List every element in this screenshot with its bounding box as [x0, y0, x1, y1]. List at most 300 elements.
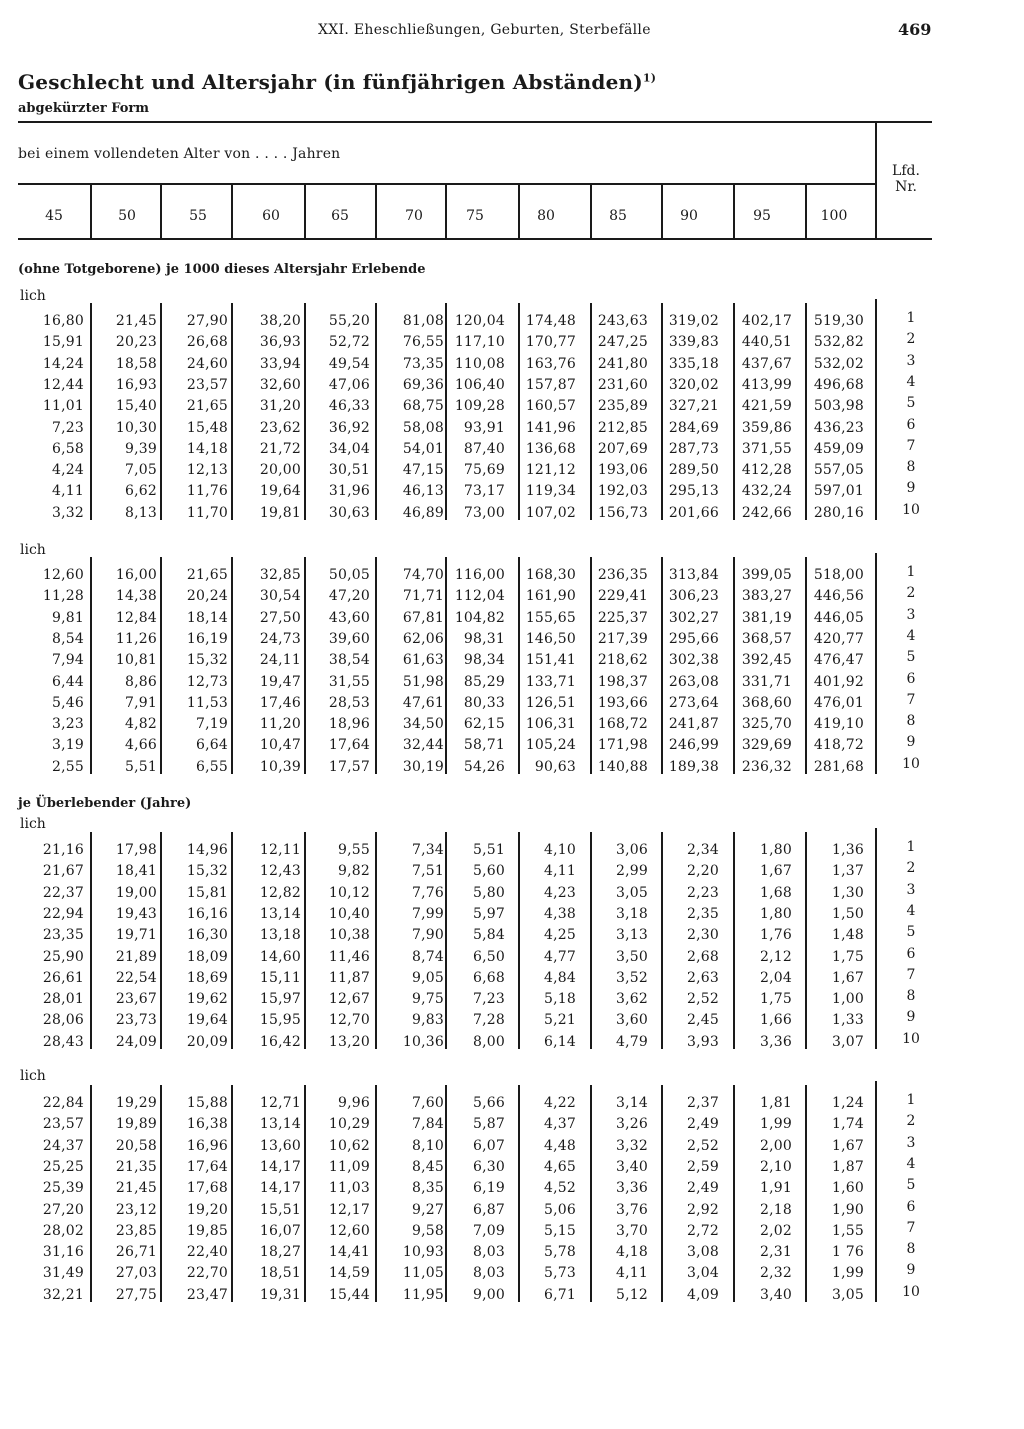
table-cell: 295,13: [668, 483, 719, 500]
table-cell: 14,24: [42, 355, 84, 372]
table-cell: 11,95: [402, 1286, 444, 1303]
table-cell: 24,11: [259, 652, 301, 669]
table-cell: 201,66: [668, 504, 719, 521]
table-cell: 19,71: [115, 927, 157, 944]
table-cell: 7,84: [412, 1116, 444, 1133]
table-cell: 2,20: [687, 863, 719, 880]
table-cell: 7,23: [473, 991, 505, 1008]
row-number: 5: [906, 649, 916, 666]
table-cell: 18,58: [115, 355, 157, 372]
table-cell: 3,07: [832, 1033, 864, 1050]
table-cell: 31,16: [42, 1244, 84, 1261]
table-cell: 47,20: [328, 588, 370, 605]
table-cell: 24,60: [186, 355, 228, 372]
table-cell: 9,00: [473, 1286, 505, 1303]
table-cell: 12,60: [328, 1222, 370, 1239]
age-col-60: 60: [262, 208, 280, 224]
table-cell: 8,03: [473, 1265, 505, 1282]
table-row: [0, 1263, 1024, 1284]
table-cell: 3,05: [832, 1286, 864, 1303]
table-cell: 6,87: [473, 1201, 505, 1218]
table-cell: 22,70: [186, 1265, 228, 1282]
table-cell: 241,80: [597, 355, 648, 372]
table-cell: 156,73: [597, 504, 648, 521]
table-cell: 151,41: [525, 652, 576, 669]
table-cell: 28,53: [328, 694, 370, 711]
row-number: 10: [902, 1030, 920, 1047]
head-col-divider: [805, 184, 807, 238]
table-cell: 10,81: [115, 652, 157, 669]
table-cell: 27,20: [42, 1201, 84, 1218]
table-cell: 2,23: [687, 884, 719, 901]
head-col-divider: [375, 184, 377, 238]
table-cell: 26,71: [115, 1244, 157, 1261]
table-cell: 5,78: [544, 1244, 576, 1261]
table-cell: 2,55: [52, 758, 84, 775]
table-cell: 71,71: [402, 588, 444, 605]
table-cell: 1,50: [832, 905, 864, 922]
table-cell: 2,12: [760, 948, 792, 965]
table-cell: 67,81: [402, 609, 444, 626]
table-cell: 7,90: [412, 927, 444, 944]
group-label: lich: [20, 288, 46, 304]
table-cell: 23,85: [115, 1222, 157, 1239]
row-number: 6: [906, 1198, 916, 1215]
table-cell: 21,65: [186, 567, 228, 583]
table-row: [0, 1093, 1024, 1114]
row-number: 5: [906, 924, 916, 941]
table-cell: 36,93: [259, 334, 301, 351]
table-cell: 30,19: [402, 758, 444, 775]
head-bottom-rule: [18, 238, 932, 240]
table-cell: 1,75: [760, 991, 792, 1008]
table-cell: 13,18: [259, 927, 301, 944]
table-cell: 7,94: [52, 652, 84, 669]
table-cell: 106,40: [454, 376, 505, 393]
table-cell: 20,24: [186, 588, 228, 605]
table-cell: 1,48: [832, 927, 864, 944]
table-cell: 5,18: [544, 991, 576, 1008]
table-cell: 1,80: [760, 905, 792, 922]
table-cell: 1,87: [832, 1158, 864, 1175]
table-cell: 22,84: [42, 1095, 84, 1111]
table-cell: 287,73: [668, 440, 719, 457]
table-cell: 54,26: [463, 758, 505, 775]
table-cell: 7,28: [473, 1012, 505, 1029]
table-cell: 284,69: [668, 419, 719, 436]
table-cell: 62,15: [463, 716, 505, 733]
row-number: 4: [906, 373, 916, 390]
running-head: XXI. Eheschließungen, Geburten, Sterbefälle: [318, 22, 651, 38]
table-row: [0, 947, 1024, 968]
table-cell: 140,88: [597, 758, 648, 775]
page-number: 469: [898, 20, 932, 39]
table-cell: 9,39: [125, 440, 157, 457]
row-number: 5: [906, 395, 916, 412]
table-cell: 5,97: [473, 905, 505, 922]
table-cell: 34,50: [402, 716, 444, 733]
table-cell: 168,72: [597, 716, 648, 733]
table-cell: 11,53: [186, 694, 228, 711]
table-cell: 1,55: [832, 1222, 864, 1239]
table-cell: 11,46: [328, 948, 370, 965]
table-cell: 503,98: [813, 398, 864, 415]
table-cell: 3,04: [687, 1265, 719, 1282]
table-cell: 8,10: [412, 1137, 444, 1154]
table-cell: 446,05: [813, 609, 864, 626]
table-cell: 7,99: [412, 905, 444, 922]
table-cell: 2,59: [687, 1158, 719, 1175]
table-cell: 1,76: [760, 927, 792, 944]
table-cell: 496,68: [813, 376, 864, 393]
table-cell: 12,82: [259, 884, 301, 901]
table-cell: 15,97: [259, 991, 301, 1008]
table-cell: 320,02: [668, 376, 719, 393]
table-row: [0, 1221, 1024, 1242]
table-cell: 20,00: [259, 462, 301, 479]
table-cell: 10,29: [328, 1116, 370, 1133]
table-cell: 3,08: [687, 1244, 719, 1261]
table-cell: 106,31: [525, 716, 576, 733]
table-cell: 22,40: [186, 1244, 228, 1261]
table-cell: 10,12: [328, 884, 370, 901]
table-cell: 19,43: [115, 905, 157, 922]
table-cell: 12,11: [259, 842, 301, 858]
table-cell: 476,01: [813, 694, 864, 711]
table-cell: 335,18: [668, 355, 719, 372]
table-cell: 112,04: [454, 588, 505, 605]
row-number: 9: [906, 480, 916, 497]
table-cell: 236,32: [741, 758, 792, 775]
table-cell: 17,46: [259, 694, 301, 711]
table-cell: 20,09: [186, 1033, 228, 1050]
table-cell: 1,24: [832, 1095, 864, 1111]
table-cell: 36,92: [328, 419, 370, 436]
table-cell: 9,55: [338, 842, 370, 858]
table-cell: 4,09: [687, 1286, 719, 1303]
table-cell: 9,83: [412, 1012, 444, 1029]
table-cell: 1,60: [832, 1180, 864, 1197]
table-cell: 9,82: [338, 863, 370, 880]
table-cell: 3,36: [616, 1180, 648, 1197]
table-cell: 19,62: [186, 991, 228, 1008]
table-cell: 15,81: [186, 884, 228, 901]
table-cell: 207,69: [597, 440, 648, 457]
table-row: [0, 439, 1024, 460]
table-cell: 10,47: [259, 737, 301, 754]
table-cell: 1,90: [832, 1201, 864, 1218]
table-cell: 19,89: [115, 1116, 157, 1133]
table-cell: 329,69: [741, 737, 792, 754]
table-cell: 23,12: [115, 1201, 157, 1218]
table-cell: 15,40: [115, 398, 157, 415]
table-cell: 1,81: [760, 1095, 792, 1111]
table-cell: 4,79: [616, 1033, 648, 1050]
table-cell: 231,60: [597, 376, 648, 393]
table-cell: 18,96: [328, 716, 370, 733]
table-cell: 46,33: [328, 398, 370, 415]
table-cell: 295,66: [668, 630, 719, 647]
row-number: 4: [906, 627, 916, 644]
table-cell: 105,24: [525, 737, 576, 754]
table-cell: 85,29: [463, 673, 505, 690]
table-row: [0, 481, 1024, 502]
table-cell: 23,35: [42, 927, 84, 944]
table-cell: 32,21: [42, 1286, 84, 1303]
table-cell: 18,69: [186, 969, 228, 986]
table-cell: 24,09: [115, 1033, 157, 1050]
table-cell: 4,11: [544, 863, 576, 880]
table-cell: 302,27: [668, 609, 719, 626]
table-cell: 18,51: [259, 1265, 301, 1282]
table-cell: 25,39: [42, 1180, 84, 1197]
table-cell: 1,99: [760, 1116, 792, 1133]
table-cell: 21,45: [115, 313, 157, 329]
age-col-85: 85: [609, 208, 627, 224]
table-cell: 98,31: [463, 630, 505, 647]
table-cell: 3,18: [616, 905, 648, 922]
table-cell: 3,52: [616, 969, 648, 986]
lfd-divider: [875, 122, 877, 238]
table-row: [0, 1178, 1024, 1199]
table-cell: 8,13: [125, 504, 157, 521]
table-cell: 20,58: [115, 1137, 157, 1154]
table-cell: 28,01: [42, 991, 84, 1008]
table-cell: 3,40: [616, 1158, 648, 1175]
row-number: 3: [906, 1134, 916, 1151]
table-cell: 218,62: [597, 652, 648, 669]
table-row: [0, 650, 1024, 671]
table-cell: 69,36: [402, 376, 444, 393]
table-cell: 2,72: [687, 1222, 719, 1239]
table-cell: 11,03: [328, 1180, 370, 1197]
table-cell: 4,22: [544, 1095, 576, 1111]
table-cell: 75,69: [463, 462, 505, 479]
head-col-divider: [518, 184, 520, 238]
head-col-divider: [90, 184, 92, 238]
table-cell: 47,15: [402, 462, 444, 479]
table-cell: 8,45: [412, 1158, 444, 1175]
table-cell: 30,51: [328, 462, 370, 479]
table-cell: 58,08: [402, 419, 444, 436]
table-cell: 421,59: [741, 398, 792, 415]
row-number: 4: [906, 902, 916, 919]
table-cell: 161,90: [525, 588, 576, 605]
age-col-65: 65: [331, 208, 349, 224]
row-number: 9: [906, 1009, 916, 1026]
table-row: [0, 735, 1024, 756]
table-cell: 2,35: [687, 905, 719, 922]
table-cell: 1,66: [760, 1012, 792, 1029]
table-cell: 1,00: [832, 991, 864, 1008]
table-cell: 4,66: [125, 737, 157, 754]
table-cell: 31,55: [328, 673, 370, 690]
age-col-80: 80: [537, 208, 555, 224]
table-cell: 12,60: [42, 567, 84, 583]
table-cell: 20,23: [115, 334, 157, 351]
table-cell: 5,51: [473, 842, 505, 858]
table-cell: 3,06: [616, 842, 648, 858]
row-number: 7: [906, 966, 916, 983]
table-cell: 3,50: [616, 948, 648, 965]
table-row: [0, 586, 1024, 607]
table-cell: 6,07: [473, 1137, 505, 1154]
table-row: [0, 608, 1024, 629]
table-cell: 12,44: [42, 376, 84, 393]
head-col-divider: [231, 184, 233, 238]
table-cell: 33,94: [259, 355, 301, 372]
table-cell: 24,73: [259, 630, 301, 647]
table-cell: 17,98: [115, 842, 157, 858]
table-cell: 73,17: [463, 483, 505, 500]
head-col-divider: [445, 184, 447, 238]
table-cell: 87,40: [463, 440, 505, 457]
table-cell: 2,63: [687, 969, 719, 986]
table-cell: 2,92: [687, 1201, 719, 1218]
table-cell: 3,26: [616, 1116, 648, 1133]
table-cell: 459,09: [813, 440, 864, 457]
table-cell: 1,74: [832, 1116, 864, 1133]
table-cell: 1,33: [832, 1012, 864, 1029]
table-cell: 437,67: [741, 355, 792, 372]
table-row: [0, 460, 1024, 481]
table-cell: 4,11: [616, 1265, 648, 1282]
table-row: [0, 883, 1024, 904]
table-cell: 28,43: [42, 1033, 84, 1050]
table-cell: 193,66: [597, 694, 648, 711]
table-cell: 47,06: [328, 376, 370, 393]
table-cell: 7,60: [412, 1095, 444, 1111]
table-row: [0, 375, 1024, 396]
table-cell: 4,38: [544, 905, 576, 922]
table-cell: 12,17: [328, 1201, 370, 1218]
table-cell: 413,99: [741, 376, 792, 393]
table-cell: 7,05: [125, 462, 157, 479]
table-cell: 4,65: [544, 1158, 576, 1175]
table-cell: 383,27: [741, 588, 792, 605]
table-cell: 189,38: [668, 758, 719, 775]
table-cell: 1,80: [760, 842, 792, 858]
table-cell: 157,87: [525, 376, 576, 393]
table-cell: 518,00: [813, 567, 864, 583]
table-cell: 62,06: [402, 630, 444, 647]
table-cell: 420,77: [813, 630, 864, 647]
table-cell: 19,64: [259, 483, 301, 500]
table-row: [0, 757, 1024, 778]
table-cell: 68,75: [402, 398, 444, 415]
table-cell: 13,14: [259, 905, 301, 922]
table-cell: 47,61: [402, 694, 444, 711]
table-cell: 9,75: [412, 991, 444, 1008]
table-cell: 31,49: [42, 1265, 84, 1282]
table-cell: 54,01: [402, 440, 444, 457]
row-number: 2: [906, 331, 916, 348]
table-cell: 146,50: [525, 630, 576, 647]
table-cell: 61,63: [402, 652, 444, 669]
table-cell: 401,92: [813, 673, 864, 690]
table-cell: 110,08: [454, 355, 505, 372]
table-cell: 5,51: [125, 758, 157, 775]
table-cell: 412,28: [741, 462, 792, 479]
table-cell: 7,51: [412, 863, 444, 880]
table-cell: 22,94: [42, 905, 84, 922]
table-cell: 2,45: [687, 1012, 719, 1029]
table-cell: 11,76: [186, 483, 228, 500]
row-number: 6: [906, 670, 916, 687]
table-cell: 126,51: [525, 694, 576, 711]
table-cell: 4,48: [544, 1137, 576, 1154]
table-cell: 11,01: [42, 398, 84, 415]
table-cell: 6,44: [52, 673, 84, 690]
table-row: [0, 840, 1024, 861]
table-cell: 15,48: [186, 419, 228, 436]
table-cell: 368,57: [741, 630, 792, 647]
table-cell: 18,14: [186, 609, 228, 626]
table-cell: 1,67: [760, 863, 792, 880]
table-cell: 4,23: [544, 884, 576, 901]
table-cell: 325,70: [741, 716, 792, 733]
table-cell: 5,46: [52, 694, 84, 711]
table-cell: 14,60: [259, 948, 301, 965]
table-cell: 17,68: [186, 1180, 228, 1197]
table-cell: 80,33: [463, 694, 505, 711]
table-cell: 3,14: [616, 1095, 648, 1111]
table-cell: 9,27: [412, 1201, 444, 1218]
table-cell: 1,37: [832, 863, 864, 880]
table-cell: 2,02: [760, 1222, 792, 1239]
table-cell: 32,85: [259, 567, 301, 583]
table-cell: 16,38: [186, 1116, 228, 1133]
row-number: 8: [906, 713, 916, 730]
table-cell: 7,23: [52, 419, 84, 436]
table-cell: 160,57: [525, 398, 576, 415]
table-cell: 4,24: [52, 462, 84, 479]
table-cell: 52,72: [328, 334, 370, 351]
table-row: [0, 311, 1024, 332]
table-cell: 1,67: [832, 1137, 864, 1154]
table-cell: 23,57: [186, 376, 228, 393]
table-cell: 58,71: [463, 737, 505, 754]
table-cell: 3,32: [616, 1137, 648, 1154]
table-cell: 16,16: [186, 905, 228, 922]
table-cell: 15,32: [186, 863, 228, 880]
table-cell: 11,05: [402, 1265, 444, 1282]
table-cell: 2,37: [687, 1095, 719, 1111]
table-title: [18, 70, 656, 94]
row-number: 8: [906, 988, 916, 1005]
table-cell: 4,52: [544, 1180, 576, 1197]
table-cell: 6,71: [544, 1286, 576, 1303]
table-cell: 8,86: [125, 673, 157, 690]
table-cell: 193,06: [597, 462, 648, 479]
table-cell: 14,96: [186, 842, 228, 858]
table-cell: 21,67: [42, 863, 84, 880]
table-cell: 51,98: [402, 673, 444, 690]
table-cell: 74,70: [402, 567, 444, 583]
table-cell: 14,41: [328, 1244, 370, 1261]
table-row: [0, 354, 1024, 375]
table-cell: 15,91: [42, 334, 84, 351]
table-cell: 12,84: [115, 609, 157, 626]
table-cell: 532,82: [813, 334, 864, 351]
table-cell: 6,14: [544, 1033, 576, 1050]
head-col-divider: [304, 184, 306, 238]
table-row: [0, 1242, 1024, 1263]
table-cell: 170,77: [525, 334, 576, 351]
table-cell: 12,71: [259, 1095, 301, 1111]
table-cell: 7,91: [125, 694, 157, 711]
table-cell: 5,84: [473, 927, 505, 944]
